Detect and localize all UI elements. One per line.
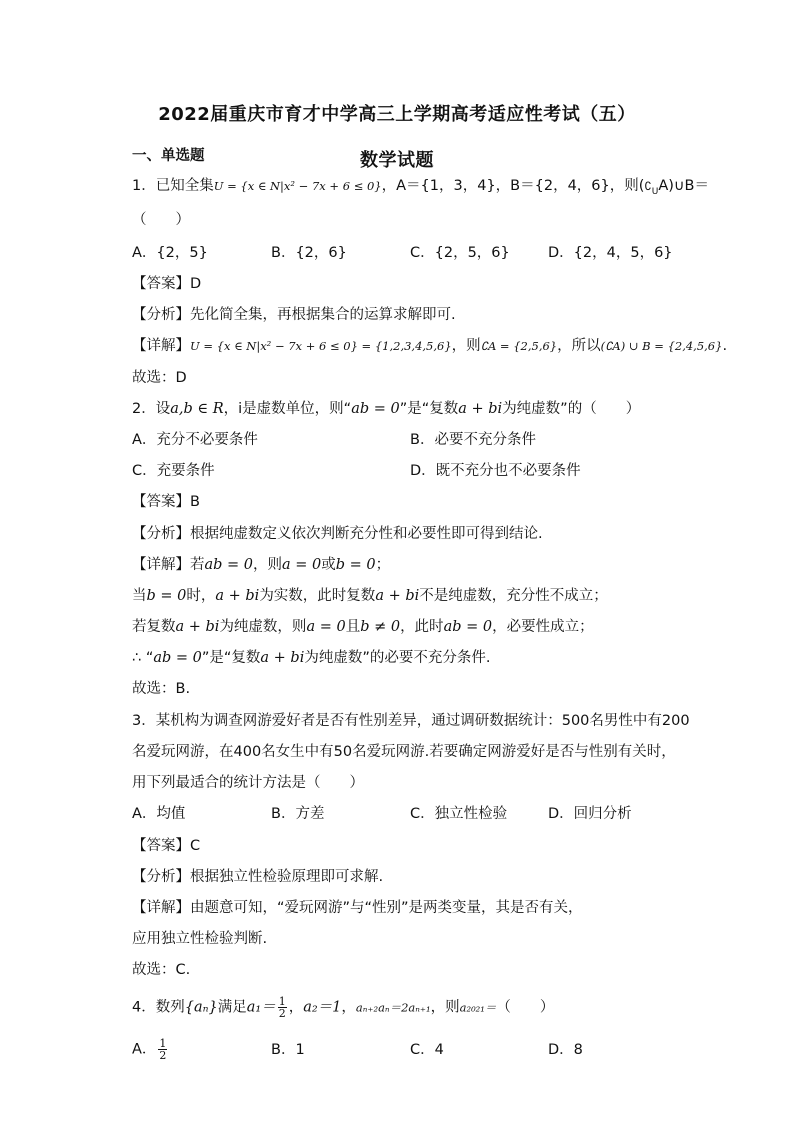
q4-option-c: C．4 (410, 1042, 444, 1058)
q1-stem: 1．已知全集U = {x ∈ N|x² − 7x + 6 ≤ 0}，A＝{1，3，4}，B＝{2，4，6}，则$(∁_UA)\cup B=$ (132, 178, 709, 197)
q3-stem-3: 用下列最适合的统计方法是（ ） (132, 775, 364, 791)
q2-answer: 【答案】B (132, 494, 200, 510)
q1-paren: （ ） (132, 212, 190, 228)
q3-detail-2: 应用独立性检验判断. (132, 931, 268, 947)
q1-option-d: D．{2，4，5，6} (548, 245, 673, 261)
q3-option-d: D．回归分析 (548, 806, 632, 822)
q2-detail-4: ∴ “ab = 0”是“复数a + bi为纯虚数”的必要不充分条件. (132, 650, 491, 666)
q2-option-a: A．充分不必要条件 (132, 432, 258, 448)
q3-detail: 【详解】由题意可知，“爱玩网游”与“性别”是两类变量，其是否有关， (132, 900, 583, 916)
q2-detail-3: 若复数a + bi为纯虚数，则a = 0且b ≠ 0，此时ab = 0，必要性成立； (132, 619, 594, 635)
q3-stem-1: 3．某机构为调查网游爱好者是否有性别差异，通过调研数据统计：500名男性中有200 (132, 713, 690, 729)
q2-option-b: B．必要不充分条件 (410, 432, 536, 448)
q1-detail: 【详解】U = {x ∈ N|x² − 7x + 6 ≤ 0} = {1,2,3,4,5,6}，则∁A = {2,5,6}，所以(∁A) ∪ B = {2,4,5,6}. (132, 338, 728, 354)
q4-stem: 4．数列{aₙ}满足a₁＝ $\frac{1}{2}$ ，a₂＝1，aₙ₊₂aₙ＝2aₙ₊₁，则a₂₀₂₁＝（ ） (132, 995, 555, 1020)
section-heading: 一、单选题 (132, 148, 205, 164)
q1-option-b: B．{2，6} (271, 245, 347, 261)
q2-option-d: D．既不充分也不必要条件 (410, 463, 581, 479)
q2-conclusion: 故选：B. (132, 681, 191, 697)
q2-detail-2: 当b = 0时，a + bi为实数，此时复数a + bi不是纯虚数，充分性不成立； (132, 588, 608, 604)
q3-option-b: B．方差 (271, 806, 325, 822)
q4-option-a-fraction: $\frac{1}{2}$ (159, 1037, 167, 1062)
q3-option-c: C．独立性检验 (410, 806, 508, 822)
q1-answer: 【答案】D (132, 276, 202, 292)
exam-title: 2022届重庆市育才中学高三上学期高考适应性考试（五） (158, 104, 636, 125)
q2-detail-1: 【详解】若ab = 0，则a = 0或b = 0； (132, 557, 391, 573)
q2-analysis: 【分析】根据纯虚数定义依次判断充分性和必要性即可得到结论. (132, 526, 543, 542)
q3-option-a: A．均值 (132, 806, 186, 822)
q3-analysis: 【分析】根据独立性检验原理即可求解. (132, 869, 384, 885)
q4-option-b: B．1 (271, 1042, 305, 1058)
q1-conclusion: 故选：D (132, 370, 187, 386)
q4-option-a: A． $\frac{1}{2}$ (132, 1037, 167, 1062)
q1-analysis: 【分析】先化简全集，再根据集合的运算求解即可. (132, 307, 456, 323)
q2-stem: 2．设a,b ∈ R，i是虚数单位，则“ab = 0”是“复数a + bi为纯虚数”的（ ） (132, 401, 641, 417)
q3-conclusion: 故选：C. (132, 962, 191, 978)
q4-fraction: $\frac{1}{2}$ (278, 995, 286, 1020)
q4-option-d: D．8 (548, 1042, 583, 1058)
q3-answer: 【答案】C (132, 838, 201, 854)
q1-option-c: C．{2，5，6} (410, 245, 510, 261)
q1-option-a: A．{2，5} (132, 245, 208, 261)
exam-subtitle: 数学试题 (360, 150, 434, 171)
q2-option-c: C．充要条件 (132, 463, 215, 479)
q3-stem-2: 名爱玩网游，在400名女生中有50名爱玩网游.若要确定网游爱好是否与性别有关时， (132, 744, 676, 760)
